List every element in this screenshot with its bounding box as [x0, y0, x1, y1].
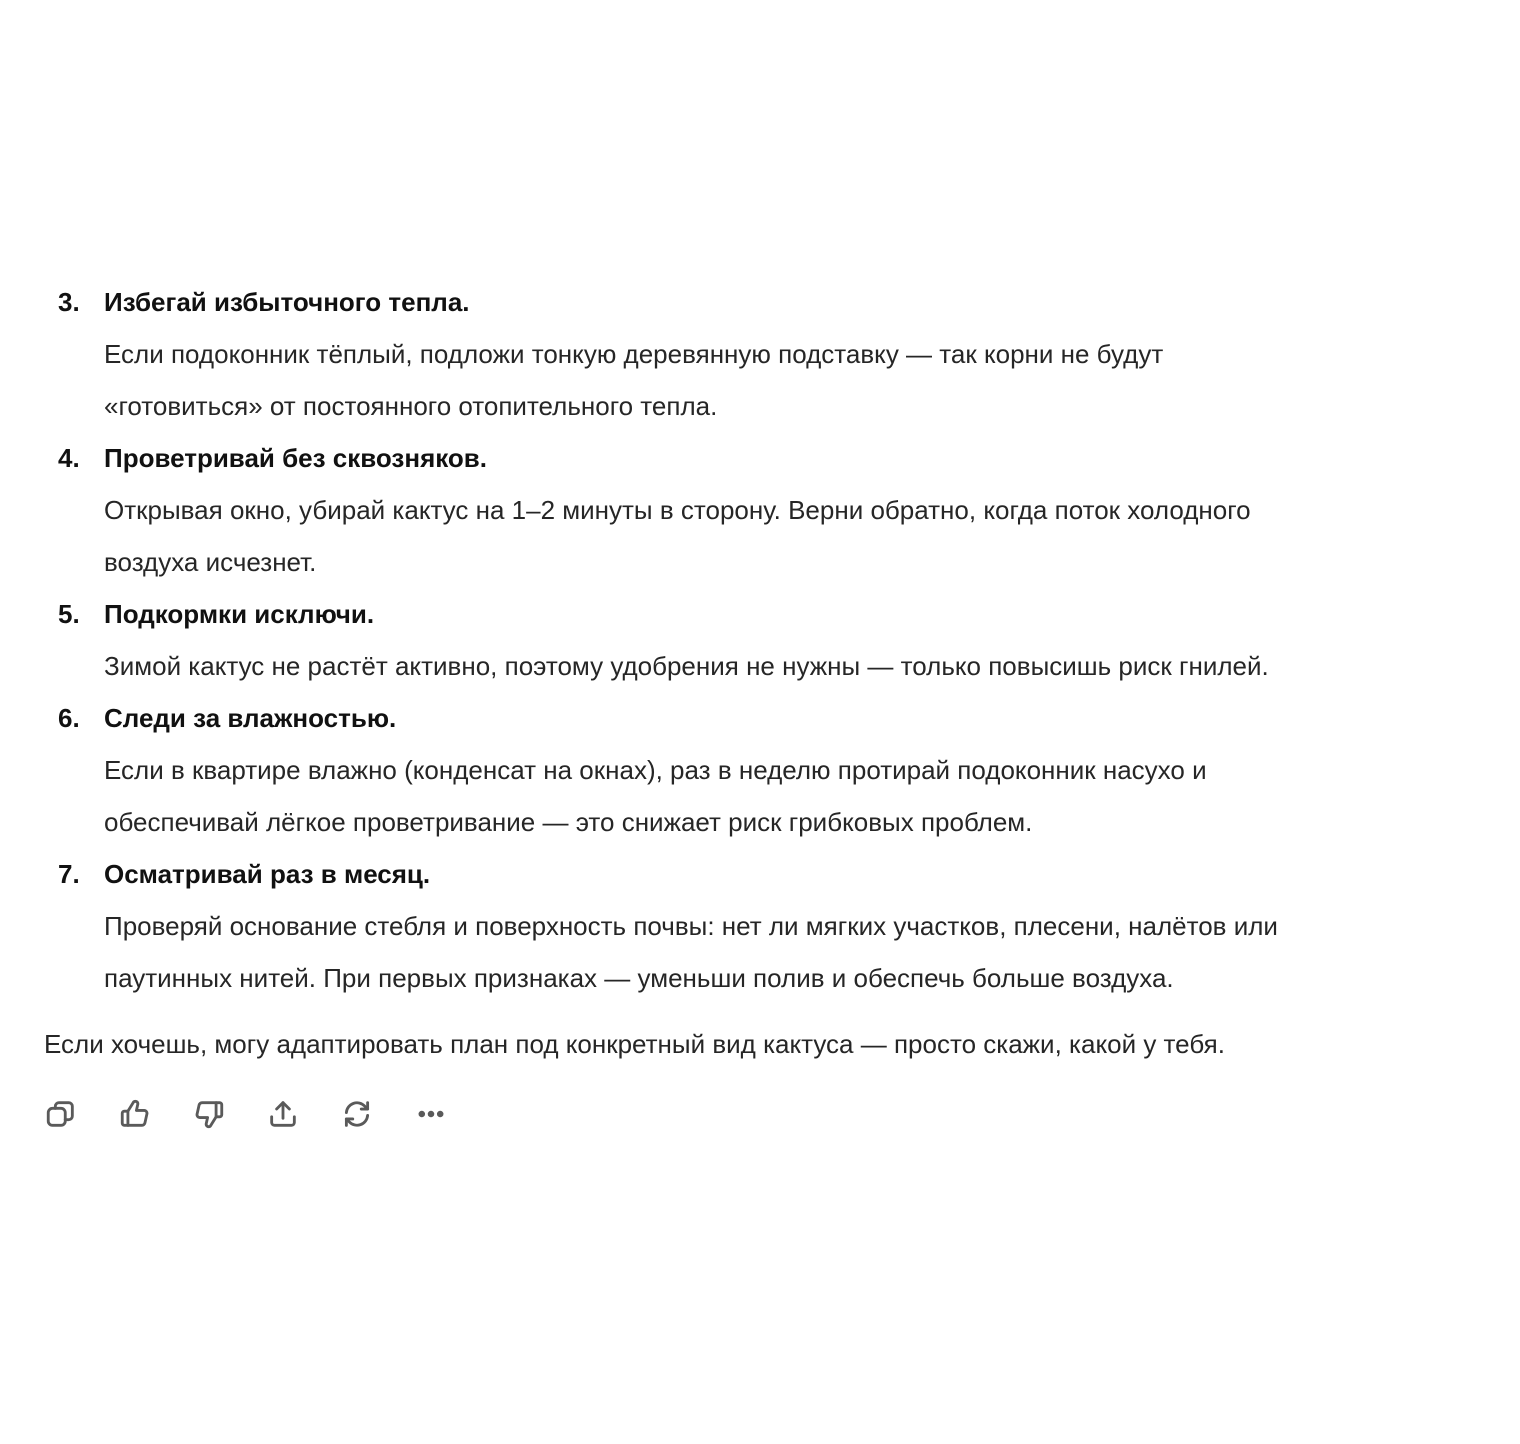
- step-body-line: воздуха исчезнет.: [104, 547, 317, 577]
- list-item: [44, 692, 1484, 848]
- step-number: 7.: [58, 859, 80, 889]
- more-icon: [414, 1097, 448, 1131]
- thumbs-down-button[interactable]: [190, 1092, 264, 1136]
- list-item: [44, 432, 1484, 588]
- copy-icon: [44, 1097, 78, 1131]
- step-number: 5.: [58, 599, 80, 629]
- step-body-line: Открывая окно, убирай кактус на 1–2 минуты в сторону. Верни обратно, когда поток холодного: [104, 495, 1251, 525]
- regenerate-icon: [340, 1097, 374, 1131]
- step-title: Подкормки исключи.: [104, 599, 375, 629]
- closing-text: Если хочешь, могу адаптировать план под конкретный вид кактуса — просто скажи, какой у тебя.: [44, 1029, 1225, 1059]
- thumbs-down-icon: [192, 1097, 226, 1131]
- list-item: [44, 588, 1484, 692]
- step-body-line: Если в квартире влажно (конденсат на окнах), раз в неделю протирай подоконник насухо и: [104, 755, 1207, 785]
- steps-list: [44, 276, 1484, 1004]
- step-title: Осматривай раз в месяц.: [104, 859, 431, 889]
- step-body-line: «готовиться» от постоянного отопительного тепла.: [104, 391, 718, 421]
- share-button[interactable]: [264, 1092, 338, 1136]
- list-item: [44, 848, 1484, 1004]
- step-body: [104, 900, 1484, 1004]
- step-body: [104, 484, 1484, 588]
- more-options-button[interactable]: [412, 1092, 486, 1136]
- thumbs-up-icon: [118, 1097, 152, 1131]
- step-number: 4.: [58, 443, 80, 473]
- step-body: [104, 640, 1484, 692]
- step-body-line: Если подоконник тёплый, подложи тонкую деревянную подставку — так корни не будут: [104, 339, 1164, 369]
- step-number: 6.: [58, 703, 80, 733]
- thumbs-up-button[interactable]: [116, 1092, 190, 1136]
- step-body: [104, 744, 1484, 848]
- copy-button[interactable]: [42, 1092, 116, 1136]
- step-body-line: Зимой кактус не растёт активно, поэтому удобрения не нужны — только повысишь риск гнилей.: [104, 651, 1269, 681]
- step-title: Избегай избыточного тепла.: [104, 287, 470, 317]
- step-body-line: обеспечивай лёгкое проветривание — это снижает риск грибковых проблем.: [104, 807, 1033, 837]
- share-icon: [266, 1097, 300, 1131]
- message-actions: [42, 1092, 1484, 1136]
- step-body-line: Проверяй основание стебля и поверхность почвы: нет ли мягких участков, плесени, налётов или: [104, 911, 1278, 941]
- step-title: Проветривай без сквозняков.: [104, 443, 487, 473]
- assistant-message: [44, 276, 1484, 1136]
- list-item: [44, 276, 1484, 432]
- step-body: [104, 328, 1484, 432]
- regenerate-button[interactable]: [338, 1092, 412, 1136]
- step-number: 3.: [58, 287, 80, 317]
- step-body-line: паутинных нитей. При первых признаках — уменьши полив и обеспечь больше воздуха.: [104, 963, 1174, 993]
- step-title: Следи за влажностью.: [104, 703, 397, 733]
